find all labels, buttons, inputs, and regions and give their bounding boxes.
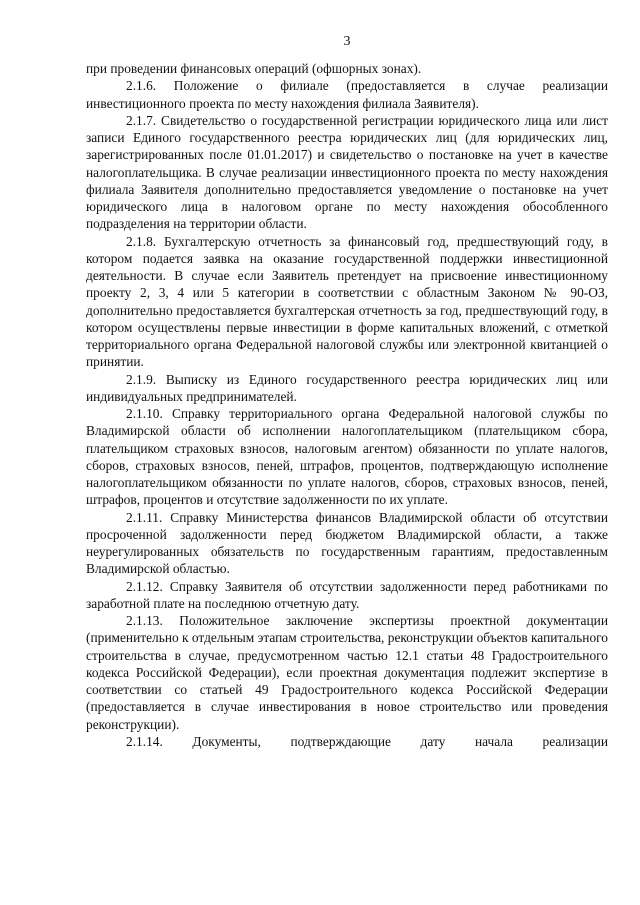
paragraph-2-1-8: 2.1.8. Бухгалтерскую отчетность за финансовый год, предшествующий году, в котором подается заявка на оказание государственной поддержки инвестиционной деятельности. В случае если Заявитель претендует на присвоение инвестиционному проекту 2, 3, 4 или 5 категории в соответствии с областным Законом № 90-ОЗ, дополнительно предоставляется бухгалтерская отчетность за год, предшествующий году, в котором осуществлены первые инвестиции в форме капитальных вложений, с отметкой территориального органа Федеральной налоговой службы или электронной квитанцией о принятии. — [86, 233, 608, 370]
paragraph-2-1-13: 2.1.13. Положительное заключение экспертизы проектной документации (применительно к отдельным этапам строительства, реконструкции объектов капитального строительства в случае, предусмотренном частью 12.1 статьи 48 Градостроительного кодекса Российской Федерации), если проектная документация подлежит экспертизе в соответствии со статьей 49 Градостроительного кодекса Российской Федерации (предоставляется в случае инвестирования в новое строительство или проведения реконструкции). — [86, 613, 608, 732]
page-number: 3 — [343, 34, 351, 49]
paragraph-2-1-7: 2.1.7. Свидетельство о государственной регистрации юридического лица или лист записи Единого государственного реестра юридических лиц (для юридических лиц, зарегистрированных после 01.01.2017) и свидетельство о постановке на учет в качестве налогоплательщика. В случае реализации инвестиционного проекта по месту нахождения филиала Заявителя дополнительно предоставляется уведомление о постановке на учет юридического лица в налоговом органе по месту нахождения обособленного подразделения на территории области. — [86, 112, 608, 232]
paragraph-2-1-12: 2.1.12. Справку Заявителя об отсутствии задолженности перед работниками по заработной плате на последнюю отчетную дату. — [86, 578, 608, 611]
document-page — [86, 34, 608, 750]
paragraph-2-1-10: 2.1.10. Справку территориального органа Федеральной налоговой службы по Владимирской области об исполнении налогоплательщиком (плательщиком сбора, плательщиком страховых взносов, налоговым агентом) обязанности по уплате налогов, сборов, страховых взносов, пеней, штрафов, процентов, подтверждающую исполнение налогоплательщиком обязанности по уплате налогов, сборов, страховых взносов, пеней, штрафов, процентов и отсутствие задолженности по их уплате. — [86, 406, 608, 508]
paragraph-2-1-9: 2.1.9. Выписку из Единого государственного реестра юридических лиц или индивидуальных предпринимателей. — [86, 371, 608, 404]
paragraph-offshore-continuation: при проведении финансовых операций (офшорных зонах). — [86, 61, 422, 76]
paragraph-2-1-14: 2.1.14. Документы, подтверждающие дату начала реализации — [126, 733, 608, 749]
paragraph-2-1-11: 2.1.11. Справку Министерства финансов Владимирской области об отсутствии просроченной задолженности перед бюджетом Владимирской области, а также неурегулированных обязательств по государственным гарантиям, предоставленным Владимирской областью. — [86, 509, 608, 577]
paragraph-2-1-6: 2.1.6. Положение о филиале (предоставляется в случае реализации инвестиционного проекта по месту нахождения филиала Заявителя). — [86, 78, 608, 111]
